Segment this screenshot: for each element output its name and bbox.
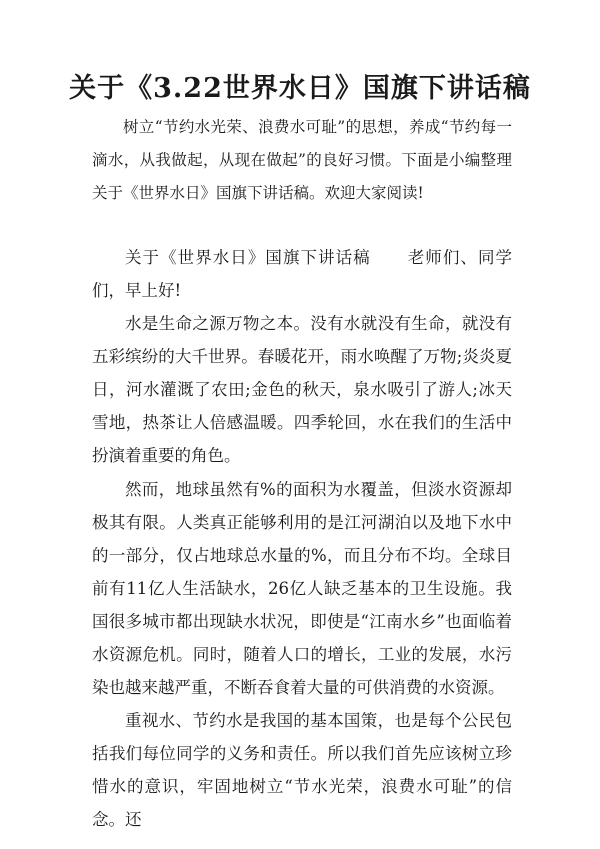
greeting-heading: 关于《世界水日》国旗下讲话稿	[125, 248, 371, 267]
greeting-paragraph	[92, 241, 512, 307]
document-title: 关于《3.22世界水日》国旗下讲话稿	[69, 73, 531, 104]
greeting-salutation: 老师们、同学们，早上好!	[92, 248, 513, 300]
body-paragraph-1: 水是生命之源万物之本。没有水就没有生命，就没有五彩缤纷的大千世界。春暖花开，雨水唤醒了万物;炎炎夏日，河水灌溉了农田;金色的秋天，泉水吸引了游人;冰天雪地，热茶让人倍感温暖。四季轮回，水在我们的生活中扮演着重要的角色。	[92, 314, 512, 465]
intro-paragraph: 树立“节约水光荣、浪费水可耻”的思想，养成“节约每一滴水，从我做起，从现在做起”的良好习惯。下面是小编整理关于《世界水日》国旗下讲话稿。欢迎大家阅读!	[92, 118, 512, 202]
body-paragraph-3: 重视水、节约水是我国的基本国策，也是每个公民包括我们每位同学的义务和责任。所以我们首先应该树立珍惜水的意识，牢固地树立“节水光荣，浪费水可耻”的信念。还	[92, 711, 512, 829]
body-paragraph-2: 然而，地球虽然有%的面积为水覆盖，但淡水资源却极其有限。人类真正能够利用的是江河湖泊以及地下水中的一部分，仅占地球总水量的%，而且分布不均。全球目前有11亿人生活缺水，26亿人缺乏基本的卫生设施。我国很多城市都出现缺水状况，即使是“江南水乡”也面临着水资源危机。同时，随着人口的增长，工业的发展，水污染也越来越严重，不断吞食着大量的可供消费的水资源。	[92, 480, 512, 697]
